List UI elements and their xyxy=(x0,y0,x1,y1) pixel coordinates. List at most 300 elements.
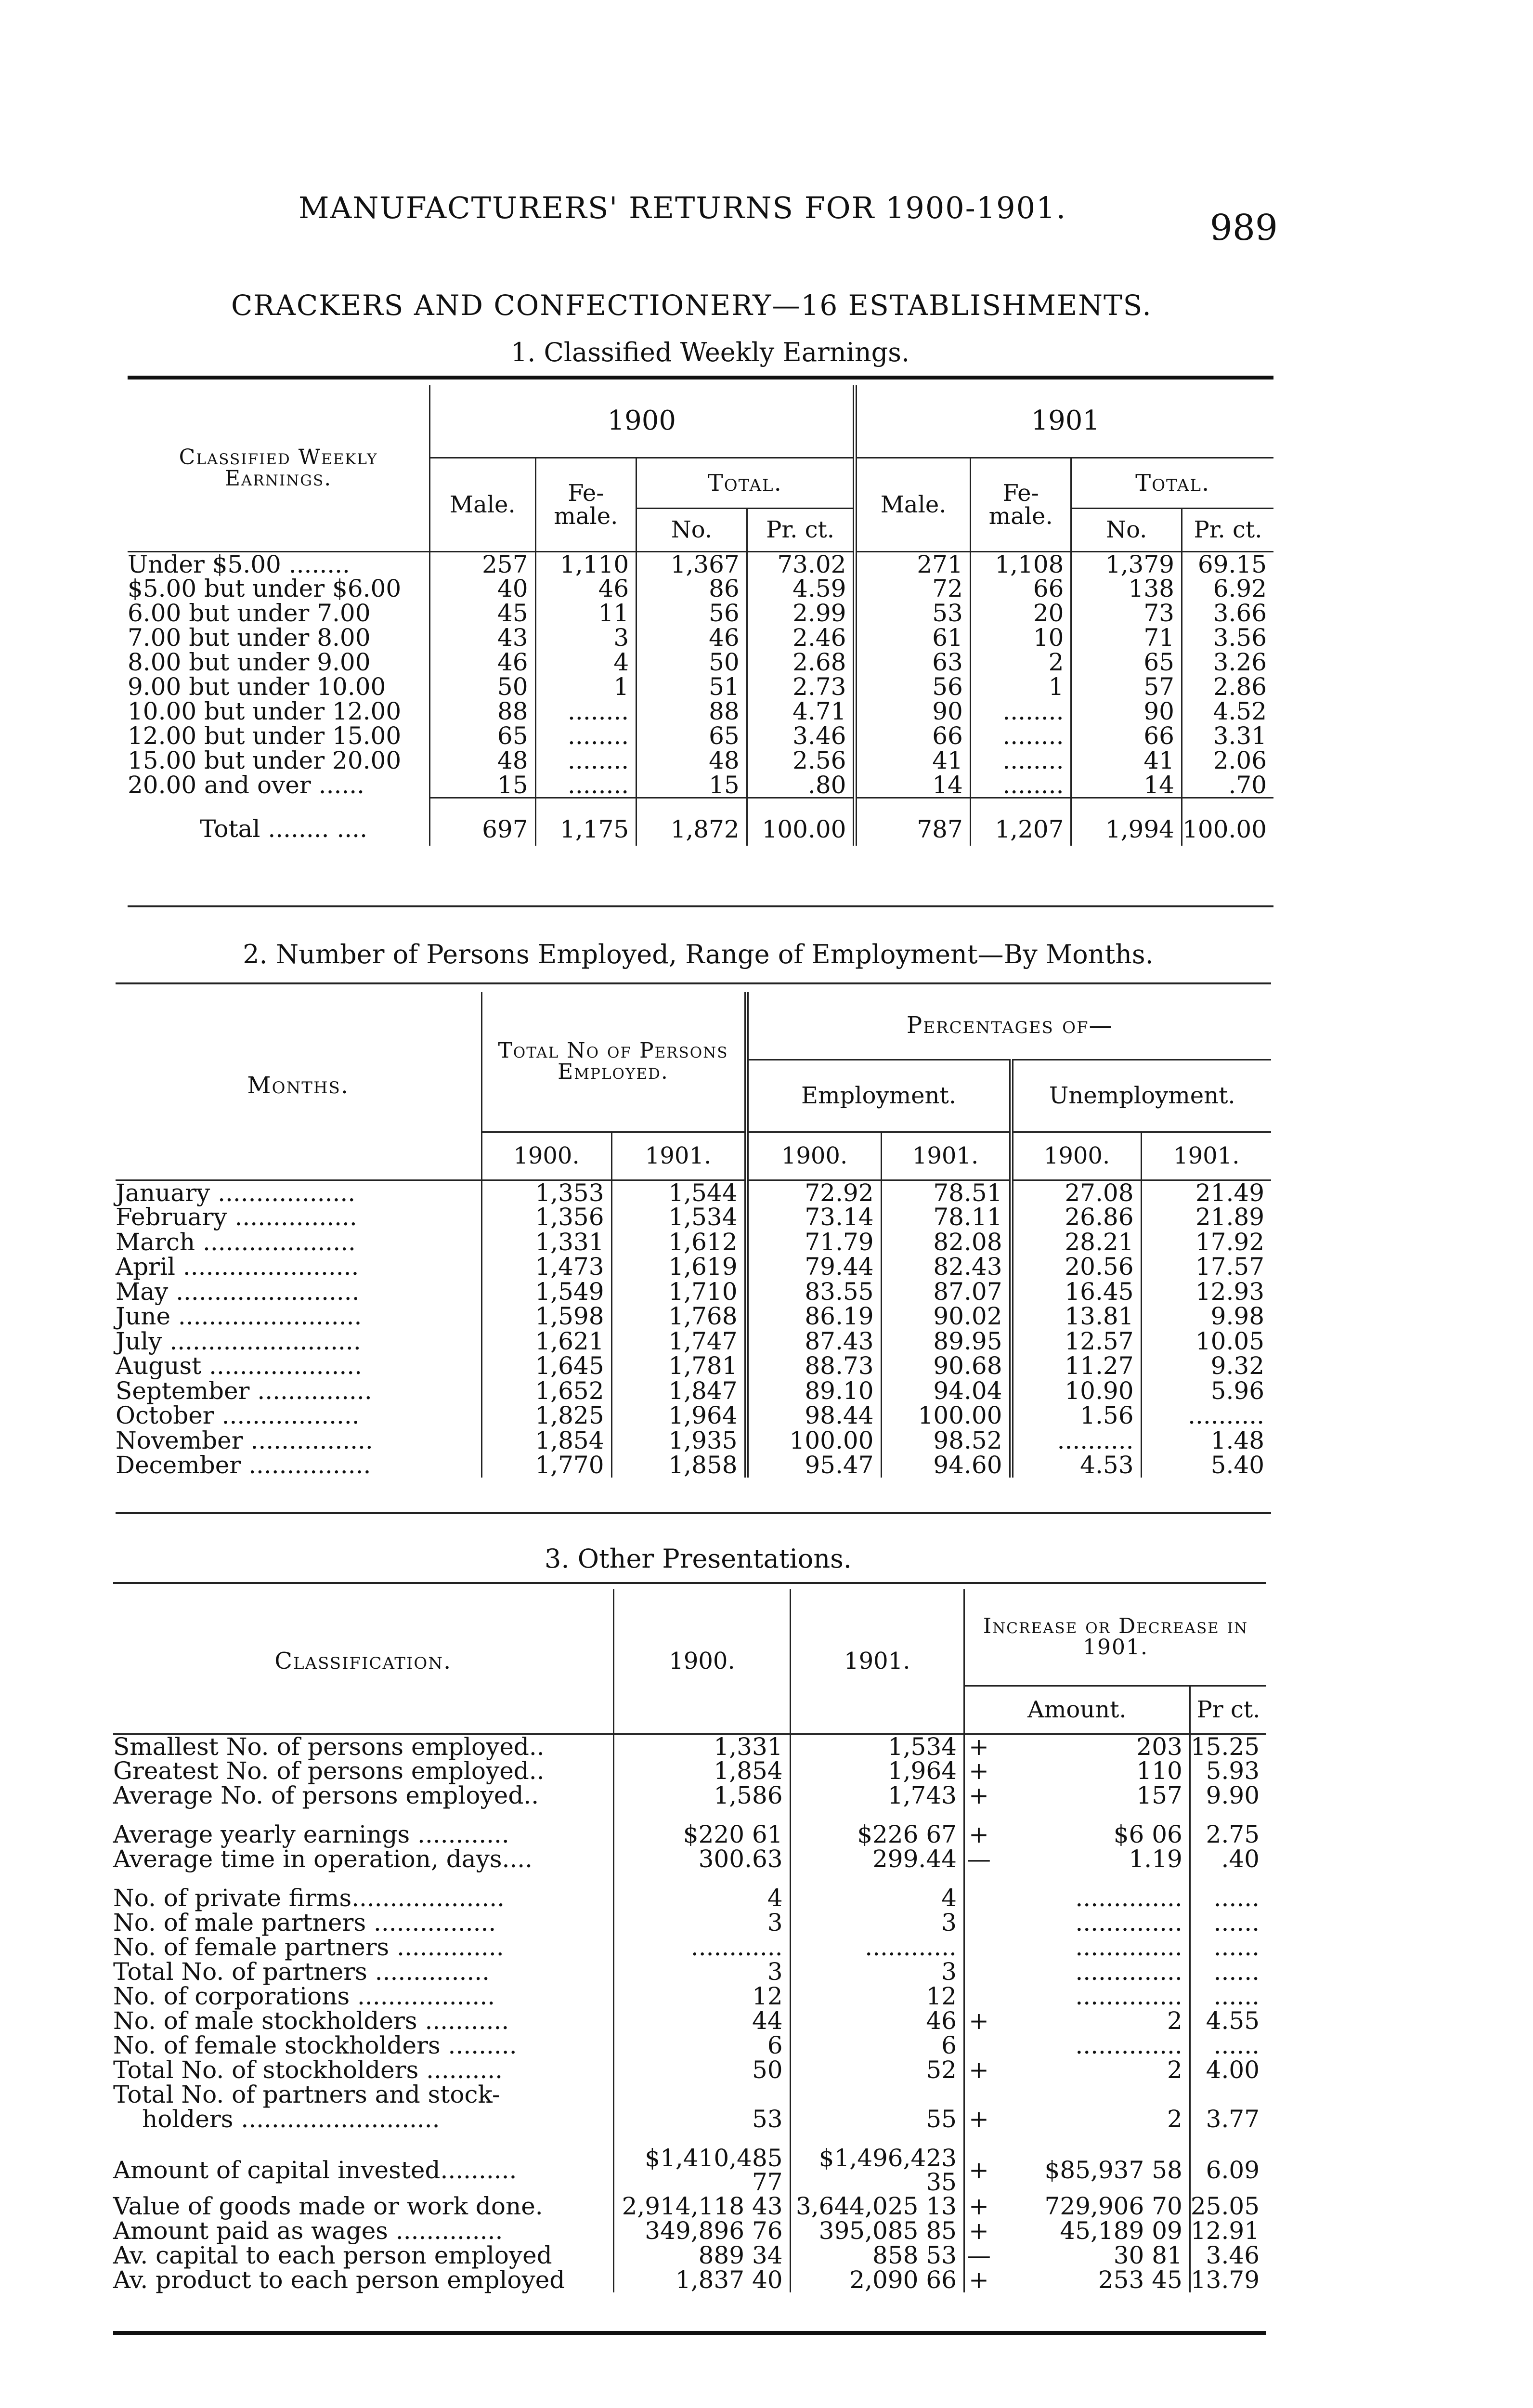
value-1900 xyxy=(614,1808,790,1822)
female-1901: ........ xyxy=(970,748,1071,773)
value-1901: 1,743 xyxy=(790,1783,964,1808)
change-pct: 4.55 xyxy=(1190,2009,1266,2033)
sign: + xyxy=(964,1783,993,1808)
male-1900: 43 xyxy=(430,626,535,650)
sign: + xyxy=(964,2107,993,2132)
persons-1900: 1,770 xyxy=(481,1453,611,1478)
employment-1900: 73.14 xyxy=(746,1205,881,1230)
sign: + xyxy=(964,2194,993,2219)
total-pct-1901: 100.00 xyxy=(1182,798,1273,846)
value-1901: 858 53 xyxy=(790,2243,964,2268)
total-no-1900: 50 xyxy=(637,650,747,675)
female-1900: ........ xyxy=(535,773,637,798)
classification: Average time in operation, days.... xyxy=(113,1845,533,1873)
employment-1900: 87.43 xyxy=(746,1329,881,1354)
classification: Average No. of persons employed.. xyxy=(113,1781,539,1809)
employment-1901: 100.00 xyxy=(881,1403,1011,1428)
total-pct-1900: 73.02 xyxy=(747,551,855,576)
change-pct: ...... xyxy=(1190,1911,1266,1935)
rule xyxy=(128,905,1273,907)
change-pct xyxy=(1190,2132,1266,2146)
table-row xyxy=(113,1984,1266,2009)
table-row xyxy=(113,2107,1266,2132)
male-1901: 63 xyxy=(855,650,970,675)
female-1900: 1 xyxy=(535,675,637,699)
month: July ......................... xyxy=(116,1327,361,1355)
change-amount xyxy=(993,2082,1190,2107)
value-1900 xyxy=(614,2132,790,2146)
sign: + xyxy=(964,2219,993,2243)
change-amount: 157 xyxy=(1136,1781,1182,1809)
total-pct-1901: 2.06 xyxy=(1182,748,1273,773)
spacer-row xyxy=(113,1871,1266,1886)
change-amount: .............. xyxy=(1075,1958,1182,1986)
employment-1901: 82.08 xyxy=(881,1230,1011,1255)
total-pct-1900: 2.46 xyxy=(747,626,855,650)
employment-1900: 89.10 xyxy=(746,1378,881,1403)
employment-1900: 72.92 xyxy=(746,1180,881,1205)
change-pct: 6.09 xyxy=(1190,2146,1266,2194)
value-1900: 4 xyxy=(614,1886,790,1911)
unemployment-1900: 11.27 xyxy=(1011,1354,1141,1379)
year-1900: 1900. xyxy=(1011,1132,1141,1180)
change-amount: 30 81 xyxy=(1113,2241,1182,2269)
table-row xyxy=(128,773,1273,798)
employment-1900: 79.44 xyxy=(746,1255,881,1280)
unemployment-1900: 1.56 xyxy=(1011,1403,1141,1428)
increase-decrease-header: Increase or Decrease in 1901. xyxy=(964,1589,1266,1686)
change-amount: 2 xyxy=(1167,2056,1182,2084)
value-1900 xyxy=(614,1871,790,1886)
male-1900: 15 xyxy=(430,773,535,798)
change-pct xyxy=(1190,2082,1266,2107)
table-row xyxy=(116,1180,1271,1205)
unemployment-1901: 17.92 xyxy=(1141,1230,1271,1255)
classification: No. of private firms.................... xyxy=(113,1884,505,1912)
change-amount xyxy=(993,2132,1190,2146)
table-row xyxy=(128,551,1273,576)
table-row xyxy=(113,2058,1266,2082)
section-1-title: 1. Classified Weekly Earnings. xyxy=(510,337,910,367)
total-no-1901: 73 xyxy=(1071,601,1182,626)
table-row xyxy=(113,2082,1266,2107)
female-1900: 11 xyxy=(535,601,637,626)
classification: holders .......................... xyxy=(142,2105,440,2133)
value-1901: 3 xyxy=(790,1960,964,1984)
total-pct-1901: 3.26 xyxy=(1182,650,1273,675)
male-1901: 271 xyxy=(855,551,970,576)
table-row xyxy=(116,1428,1271,1453)
value-1901: ............ xyxy=(790,1935,964,1960)
male-header: Male. xyxy=(855,458,970,551)
classification-header: Classification. xyxy=(274,1648,452,1675)
value-1900: 12 xyxy=(614,1984,790,2009)
table-row xyxy=(113,1935,1266,1960)
earnings-class: 6.00 but under 7.00 xyxy=(128,599,371,627)
value-1901: 12 xyxy=(790,1984,964,2009)
value-1900: 50 xyxy=(614,2058,790,2082)
value-1901 xyxy=(790,2082,964,2107)
male-1901: 53 xyxy=(855,601,970,626)
value-1900: $1,410,485 77 xyxy=(614,2146,790,2194)
classification: No. of male stockholders ........... xyxy=(113,2007,509,2035)
value-1900: 1,331 xyxy=(614,1734,790,1759)
unemployment-1901: 9.98 xyxy=(1141,1304,1271,1329)
employment-1901: 90.68 xyxy=(881,1354,1011,1379)
year-1901: 1901. xyxy=(881,1132,1011,1180)
no-header: No. xyxy=(637,508,747,551)
earnings-class: Total ........ .... xyxy=(200,815,367,843)
section-3-title: 3. Other Presentations. xyxy=(545,1544,852,1574)
sign: + xyxy=(964,1734,993,1759)
total-pct-1900: 3.46 xyxy=(747,724,855,748)
female-1901: 2 xyxy=(970,650,1071,675)
male-1901: 72 xyxy=(855,576,970,601)
year-1900: 1900. xyxy=(614,1589,790,1734)
value-1901: 6 xyxy=(790,2033,964,2058)
classification: Total No. of partners ............... xyxy=(113,1958,490,1986)
female-1901: 20 xyxy=(970,601,1071,626)
change-amount: .............. xyxy=(1075,1909,1182,1937)
table-row xyxy=(113,2009,1266,2033)
female-1901: 10 xyxy=(970,626,1071,650)
table-row xyxy=(128,724,1273,748)
unemployment-header: Unemployment. xyxy=(1011,1060,1271,1132)
female-1901: ........ xyxy=(970,773,1071,798)
female-1901: ........ xyxy=(970,724,1071,748)
male-1900: 697 xyxy=(430,798,535,846)
sign: — xyxy=(964,2243,993,2268)
unemployment-1901: .......... xyxy=(1141,1403,1271,1428)
total-pct-1901: .70 xyxy=(1182,773,1273,798)
table-row xyxy=(116,1304,1271,1329)
unemployment-1900: 13.81 xyxy=(1011,1304,1141,1329)
female-1900: 1,110 xyxy=(535,551,637,576)
table-row xyxy=(113,1822,1266,1847)
rule xyxy=(113,2331,1266,2335)
employment-header: Employment. xyxy=(746,1060,1011,1132)
employment-1901: 90.02 xyxy=(881,1304,1011,1329)
total-no-1901: 138 xyxy=(1071,576,1182,601)
other-presentations-table xyxy=(113,1589,1266,2292)
total-no-1901: 41 xyxy=(1071,748,1182,773)
employment-1900: 71.79 xyxy=(746,1230,881,1255)
change-pct: 9.90 xyxy=(1190,1783,1266,1808)
total-pct-1901: 6.92 xyxy=(1182,576,1273,601)
table-row xyxy=(128,601,1273,626)
earnings-class: 7.00 but under 8.00 xyxy=(128,624,371,652)
table-row xyxy=(128,748,1273,773)
persons-1901: 1,858 xyxy=(611,1453,746,1478)
male-1900: 88 xyxy=(430,699,535,724)
total-no-1900: 1,367 xyxy=(637,551,747,576)
total-pct-1900: 4.59 xyxy=(747,576,855,601)
classification: No. of female stockholders ......... xyxy=(113,2031,517,2059)
male-1900: 65 xyxy=(430,724,535,748)
value-1901: 299.44 xyxy=(790,1847,964,1871)
amount-header: Amount. xyxy=(964,1686,1190,1734)
male-1900: 50 xyxy=(430,675,535,699)
value-1901: 52 xyxy=(790,2058,964,2082)
persons-1900: 1,353 xyxy=(481,1180,611,1205)
employment-1900: 86.19 xyxy=(746,1304,881,1329)
female-1900: 46 xyxy=(535,576,637,601)
male-1900: 45 xyxy=(430,601,535,626)
year-1901: 1901. xyxy=(611,1132,746,1180)
persons-1900: 1,473 xyxy=(481,1255,611,1280)
table-row xyxy=(116,1230,1271,1255)
total-pct-1901: 69.15 xyxy=(1182,551,1273,576)
change-pct: ...... xyxy=(1190,1886,1266,1911)
table-row xyxy=(113,1759,1266,1783)
classification: Total No. of partners and stock- xyxy=(113,2081,500,2108)
value-1901 xyxy=(790,1808,964,1822)
employment-1900: 83.55 xyxy=(746,1279,881,1304)
value-1900: 1,837 40 xyxy=(614,2268,790,2292)
employment-1901: 78.51 xyxy=(881,1180,1011,1205)
table-row xyxy=(113,2243,1266,2268)
unemployment-1901: 1.48 xyxy=(1141,1428,1271,1453)
table-row xyxy=(116,1205,1271,1230)
change-amount: .............. xyxy=(1075,1933,1182,1961)
change-amount: .............. xyxy=(1075,2031,1182,2059)
percentages-header: Percentages of— xyxy=(746,992,1271,1060)
persons-1901: 1,935 xyxy=(611,1428,746,1453)
table-row xyxy=(113,1783,1266,1808)
unemployment-1900: 28.21 xyxy=(1011,1230,1141,1255)
sign: + xyxy=(964,1822,993,1847)
persons-1901: 1,781 xyxy=(611,1354,746,1379)
unemployment-1901: 5.96 xyxy=(1141,1378,1271,1403)
sign xyxy=(964,2033,993,2058)
value-1900: 3 xyxy=(614,1911,790,1935)
value-1900: $220 61 xyxy=(614,1822,790,1847)
classification: Amount paid as wages .............. xyxy=(113,2217,503,2245)
total-pct-1901: 3.66 xyxy=(1182,601,1273,626)
year-1901: 1901 xyxy=(855,385,1273,458)
month: August .................... xyxy=(116,1352,363,1380)
female-1901: 1,207 xyxy=(970,798,1071,846)
classification: Av. capital to each person employed xyxy=(113,2241,552,2269)
month: October .................. xyxy=(116,1401,360,1430)
persons-1900: 1,825 xyxy=(481,1403,611,1428)
male-header: Male. xyxy=(430,458,535,551)
persons-1901: 1,847 xyxy=(611,1378,746,1403)
change-pct: 15.25 xyxy=(1190,1734,1266,1759)
value-1900: 44 xyxy=(614,2009,790,2033)
change-pct: 2.75 xyxy=(1190,1822,1266,1847)
month: April ....................... xyxy=(116,1253,359,1281)
total-header: Total. xyxy=(637,458,855,508)
total-no-1900: 15 xyxy=(637,773,747,798)
value-1900: 1,586 xyxy=(614,1783,790,1808)
months-header: Months. xyxy=(247,1072,350,1099)
total-no-1901: 14 xyxy=(1071,773,1182,798)
classification: Value of goods made or work done. xyxy=(113,2192,543,2220)
sign xyxy=(964,1960,993,1984)
table-row xyxy=(128,626,1273,650)
female-1900: 1,175 xyxy=(535,798,637,846)
total-no-1900: 65 xyxy=(637,724,747,748)
value-1900: 3 xyxy=(614,1960,790,1984)
sign xyxy=(964,1935,993,1960)
value-1900: 300.63 xyxy=(614,1847,790,1871)
table-row xyxy=(116,1354,1271,1379)
classification: Amount of capital invested.......... xyxy=(113,2156,517,2184)
earnings-class: 9.00 but under 10.00 xyxy=(128,673,386,701)
persons-1900: 1,356 xyxy=(481,1205,611,1230)
value-1901: 4 xyxy=(790,1886,964,1911)
unemployment-1901: 10.05 xyxy=(1141,1329,1271,1354)
employment-1900: 100.00 xyxy=(746,1428,881,1453)
total-pct-1900: .80 xyxy=(747,773,855,798)
sign: + xyxy=(964,1759,993,1783)
change-amount: 45,189 09 xyxy=(1060,2217,1182,2245)
change-pct: 25.05 xyxy=(1190,2194,1266,2219)
persons-1900: 1,645 xyxy=(481,1354,611,1379)
table-row xyxy=(116,1453,1271,1478)
employment-by-month-table xyxy=(116,992,1271,1478)
classification: Smallest No. of persons employed.. xyxy=(113,1732,545,1761)
value-1901: $1,496,423 35 xyxy=(790,2146,964,2194)
total-no-1901: 66 xyxy=(1071,724,1182,748)
change-amount: 2 xyxy=(1167,2105,1182,2133)
unemployment-1901: 21.89 xyxy=(1141,1205,1271,1230)
value-1900: 1,854 xyxy=(614,1759,790,1783)
classification xyxy=(113,1808,614,1822)
month: May ........................ xyxy=(116,1277,360,1306)
total-no-1901: 65 xyxy=(1071,650,1182,675)
change-amount xyxy=(993,1871,1190,1886)
persons-1901: 1,534 xyxy=(611,1205,746,1230)
male-1900: 48 xyxy=(430,748,535,773)
persons-1901: 1,768 xyxy=(611,1304,746,1329)
year-1901: 1901. xyxy=(790,1589,964,1734)
value-1901: $226 67 xyxy=(790,1822,964,1847)
table-row xyxy=(113,2194,1266,2219)
table-row xyxy=(128,650,1273,675)
value-1901: 3 xyxy=(790,1911,964,1935)
total-pct-1900: 2.68 xyxy=(747,650,855,675)
persons-1900: 1,652 xyxy=(481,1378,611,1403)
change-pct: 5.93 xyxy=(1190,1759,1266,1783)
sign xyxy=(964,2082,993,2107)
spacer-row xyxy=(113,1808,1266,1822)
male-1900: 46 xyxy=(430,650,535,675)
female-header: Fe- male. xyxy=(970,458,1071,551)
classification: Greatest No. of persons employed.. xyxy=(113,1757,545,1785)
persons-1901: 1,619 xyxy=(611,1255,746,1280)
value-1900: 889 34 xyxy=(614,2243,790,2268)
employment-1901: 98.52 xyxy=(881,1428,1011,1453)
classification: Average yearly earnings ............ xyxy=(113,1820,509,1848)
rule xyxy=(113,1582,1266,1584)
persons-1901: 1,544 xyxy=(611,1180,746,1205)
earnings-class: 20.00 and over ...... xyxy=(128,771,365,799)
page-title: CRACKERS AND CONFECTIONERY—16 ESTABLISHMENTS. xyxy=(231,289,1152,322)
employment-1900: 88.73 xyxy=(746,1354,881,1379)
change-pct: 13.79 xyxy=(1190,2268,1266,2292)
section-2-title: 2. Number of Persons Employed, Range of Employment—By Months. xyxy=(243,939,1154,969)
change-amount: .............. xyxy=(1075,1982,1182,2010)
value-1900: ............ xyxy=(614,1935,790,1960)
value-1901: 395,085 85 xyxy=(790,2219,964,2243)
change-amount: $6 06 xyxy=(1113,1820,1182,1848)
year-1900: 1900. xyxy=(746,1132,881,1180)
employment-1901: 94.60 xyxy=(881,1453,1011,1478)
unemployment-1900: 4.53 xyxy=(1011,1453,1141,1478)
total-header: Total. xyxy=(1071,458,1273,508)
unemployment-1901: 5.40 xyxy=(1141,1453,1271,1478)
value-1901 xyxy=(790,1871,964,1886)
table-row xyxy=(113,2268,1266,2292)
male-1901: 90 xyxy=(855,699,970,724)
earnings-class: 12.00 but under 15.00 xyxy=(128,722,402,750)
total-pct-1901: 3.56 xyxy=(1182,626,1273,650)
sign xyxy=(964,1808,993,1822)
change-amount: 110 xyxy=(1136,1757,1182,1785)
table-row xyxy=(113,1911,1266,1935)
table-row xyxy=(113,1734,1266,1759)
month: September ............... xyxy=(116,1376,372,1405)
employment-1901: 94.04 xyxy=(881,1378,1011,1403)
change-pct xyxy=(1190,1808,1266,1822)
classification: No. of corporations .................. xyxy=(113,1982,495,2010)
total-pct-1901: 4.52 xyxy=(1182,699,1273,724)
value-1901: 2,090 66 xyxy=(790,2268,964,2292)
employment-1901: 87.07 xyxy=(881,1279,1011,1304)
rule xyxy=(116,982,1271,984)
change-pct: ...... xyxy=(1190,1960,1266,1984)
total-no-1900: 88 xyxy=(637,699,747,724)
table-row xyxy=(113,2146,1266,2194)
table-row xyxy=(113,2219,1266,2243)
unemployment-1900: .......... xyxy=(1011,1428,1141,1453)
unemployment-1900: 26.86 xyxy=(1011,1205,1141,1230)
total-no-1901: 71 xyxy=(1071,626,1182,650)
classification: Av. product to each person employed xyxy=(113,2266,565,2294)
total-no-1901: 1,379 xyxy=(1071,551,1182,576)
table-row xyxy=(113,1886,1266,1911)
sign xyxy=(964,2132,993,2146)
table-row xyxy=(128,576,1273,601)
change-amount: 203 xyxy=(1136,1732,1182,1761)
month: November ................ xyxy=(116,1426,373,1454)
year-1900: 1900. xyxy=(481,1132,611,1180)
classification xyxy=(113,1871,614,1886)
value-1901: 3,644,025 13 xyxy=(790,2194,964,2219)
change-amount: 253 45 xyxy=(1098,2266,1182,2294)
table-row xyxy=(128,675,1273,699)
total-persons-header: Total No of Persons Employed. xyxy=(481,992,746,1132)
unemployment-1901: 12.93 xyxy=(1141,1279,1271,1304)
table-row xyxy=(113,1847,1266,1871)
male-1900: 257 xyxy=(430,551,535,576)
value-1900 xyxy=(614,2082,790,2107)
female-header: Fe- male. xyxy=(535,458,637,551)
persons-1901: 1,964 xyxy=(611,1403,746,1428)
year-1901: 1901. xyxy=(1141,1132,1271,1180)
sign xyxy=(964,1871,993,1886)
total-pct-1901: 3.31 xyxy=(1182,724,1273,748)
unemployment-1901: 21.49 xyxy=(1141,1180,1271,1205)
classification: Total No. of stockholders .......... xyxy=(113,2056,503,2084)
change-pct: 3.77 xyxy=(1190,2107,1266,2132)
total-pct-1901: 2.86 xyxy=(1182,675,1273,699)
month: March .................... xyxy=(116,1228,356,1256)
total-row xyxy=(128,798,1273,846)
table-row xyxy=(113,2033,1266,2058)
